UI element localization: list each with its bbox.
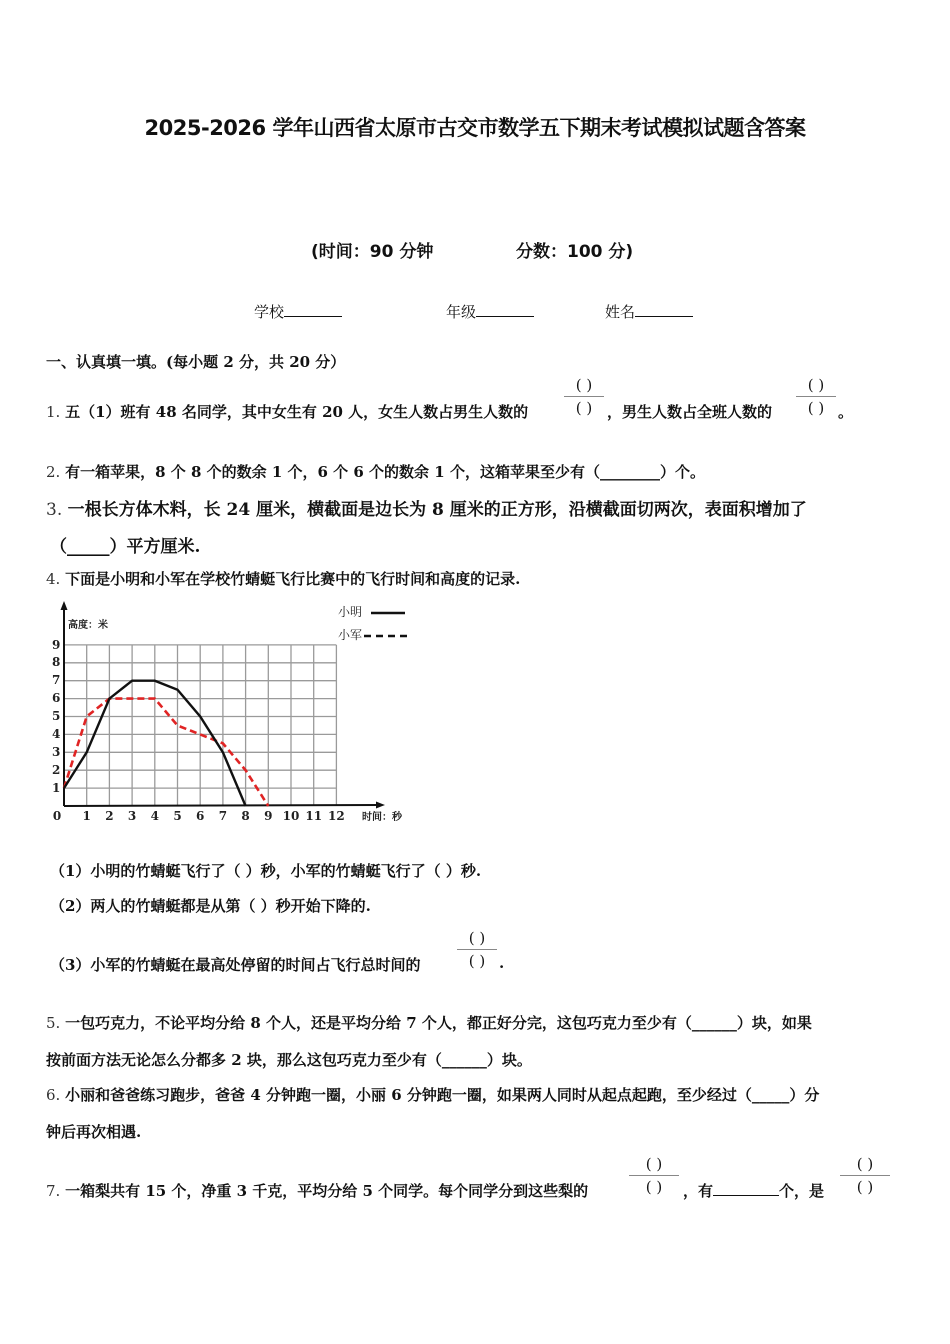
numerator[interactable]: ( )	[856, 1155, 874, 1173]
question-number: 3.	[46, 500, 63, 520]
svg-text:4: 4	[52, 727, 61, 741]
svg-text:5: 5	[173, 809, 182, 823]
question-text: 钟后再次相遇.	[46, 1123, 142, 1141]
x-axis	[64, 805, 380, 806]
score-label: 分数：100 分)	[516, 242, 634, 262]
question-text: 按前面方法无论怎么分都多 2 块，那么这包巧克力至少有（______）块。	[46, 1051, 532, 1069]
svg-text:6: 6	[196, 809, 205, 823]
fraction-blank[interactable]	[839, 1153, 891, 1198]
x-axis-label: 时间：秒	[362, 812, 402, 823]
document-title: 2025-2026 学年山西省太原市古交市数学五下期末考试模拟试题含答案	[144, 116, 806, 140]
question-1-cont	[607, 401, 772, 422]
svg-text:2: 2	[105, 809, 114, 823]
svg-text:6: 6	[52, 691, 61, 705]
fraction-blank[interactable]	[795, 374, 837, 419]
school-label: 学校	[254, 303, 285, 321]
question-text: .	[499, 954, 505, 972]
numerator[interactable]: ( )	[807, 376, 825, 394]
question-text: （2）两人的竹蜻蜓都是从第（ ）秒开始下降的.	[50, 897, 371, 915]
y-tick-labels	[52, 638, 60, 795]
fraction-blank[interactable]	[456, 927, 498, 972]
numerator[interactable]: ( )	[468, 929, 486, 947]
question-text: （1）小明的竹蜻蜓飞行了（ ）秒，小军的竹蜻蜓飞行了（ ）秒.	[50, 862, 482, 880]
fraction-blank[interactable]	[563, 374, 605, 419]
question-text: 下面是小明和小军在学校竹蜻蜓飞行比赛中的飞行时间和高度的记录.	[65, 570, 521, 588]
chart-legend	[338, 605, 407, 642]
question-3	[46, 495, 807, 520]
school-field[interactable]	[254, 301, 342, 322]
name-blank[interactable]	[635, 302, 693, 317]
legend-label-xiaojun: 小军	[338, 628, 363, 642]
question-text: 一根长方体木料，长 24 厘米，横截面是边长为 8 厘米的正方形，沿横截面切两次，表面积增加了	[67, 500, 807, 520]
grade-label: 年级	[446, 303, 477, 321]
question-1	[46, 401, 528, 422]
legend-label-xiaoming: 小明	[338, 605, 363, 619]
question-5	[46, 1012, 812, 1033]
question-text: 。	[838, 403, 854, 421]
question-text: （3）小军的竹蜻蜓在最高处停留的时间占飞行总时间的	[50, 956, 421, 974]
name-field[interactable]	[605, 301, 693, 322]
svg-text:12: 12	[328, 809, 345, 823]
question-4-sub3-end	[499, 954, 504, 972]
svg-text:9: 9	[264, 809, 273, 823]
svg-text:4: 4	[150, 809, 159, 823]
svg-text:1: 1	[82, 809, 91, 823]
question-4-sub1	[50, 860, 481, 881]
answer-blank[interactable]	[713, 1182, 779, 1196]
numerator[interactable]: ( )	[645, 1155, 663, 1173]
question-text: ，男生人数占全班人数的	[607, 403, 773, 421]
question-text: 一箱梨共有 15 个，净重 3 千克，平均分给 5 个同学。每个同学分到这些梨的	[65, 1182, 589, 1200]
question-7	[46, 1180, 588, 1201]
question-text: 小丽和爸爸练习跑步，爸爸 4 分钟跑一圈，小丽 6 分钟跑一圈，如果两人同时从起点起跑，至少经过（_____）分	[65, 1086, 820, 1104]
flight-chart	[40, 598, 420, 833]
chart-grid	[64, 645, 336, 806]
svg-text:7: 7	[218, 809, 228, 823]
svg-text:11: 11	[305, 809, 323, 823]
x-axis-arrow	[376, 802, 385, 809]
question-text: 一包巧克力，不论平均分给 8 个人，还是平均分给 7 个人，都正好分完，这包巧克力至少有（______）块，如果	[65, 1014, 812, 1032]
question-text: 个，是	[779, 1182, 825, 1200]
denominator[interactable]: ( )	[856, 1178, 874, 1196]
question-1-end	[838, 401, 853, 422]
svg-text:0: 0	[52, 809, 62, 823]
grade-field[interactable]	[446, 301, 534, 322]
denominator[interactable]: ( )	[807, 399, 825, 417]
name-label: 姓名	[605, 303, 636, 321]
denominator[interactable]: ( )	[575, 399, 593, 417]
svg-text:5: 5	[52, 709, 61, 723]
question-text: 五（1）班有 48 名同学，其中女生有 20 人，女生人数占男生人数的	[65, 403, 529, 421]
svg-text:1: 1	[52, 781, 61, 795]
grade-blank[interactable]	[476, 302, 534, 317]
svg-text:8: 8	[241, 809, 250, 823]
svg-text:8: 8	[52, 655, 61, 669]
numerator[interactable]: ( )	[575, 376, 593, 394]
time-label: (时间：90 分钟	[311, 242, 434, 262]
question-3-line2	[50, 532, 200, 557]
question-text: （_____）平方厘米.	[50, 537, 201, 557]
svg-text:9: 9	[52, 638, 61, 652]
denominator[interactable]: ( )	[468, 952, 486, 970]
svg-text:2: 2	[52, 763, 61, 777]
question-number: 1.	[46, 403, 61, 421]
y-axis-label: 高度：米	[68, 620, 108, 631]
question-number: 4.	[46, 570, 61, 588]
svg-text:3: 3	[127, 809, 137, 823]
question-2	[46, 461, 705, 482]
question-number: 7.	[46, 1182, 61, 1200]
svg-text:7: 7	[52, 673, 61, 687]
question-6-line2	[46, 1121, 141, 1142]
question-6	[46, 1084, 819, 1105]
question-number: 6.	[46, 1086, 61, 1104]
question-5-line2	[46, 1049, 532, 1070]
question-4	[46, 568, 520, 589]
question-4-sub2	[50, 895, 371, 916]
question-7-mid	[683, 1180, 824, 1201]
question-text: ，有	[683, 1182, 714, 1200]
x-tick-labels	[53, 809, 345, 823]
svg-text:3: 3	[52, 745, 61, 759]
question-number: 5.	[46, 1014, 61, 1032]
fraction-blank[interactable]	[628, 1153, 680, 1198]
school-blank[interactable]	[284, 302, 342, 317]
question-4-sub3	[50, 954, 420, 975]
section-heading: 一、认真填一填。(每小题 2 分，共 20 分）	[46, 353, 346, 371]
y-axis-arrow	[61, 601, 68, 610]
svg-text:10: 10	[282, 809, 300, 823]
question-text: 有一箱苹果，8 个 8 个的数余 1 个，6 个 6 个的数余 1 个，这箱苹果至少有（________）个。	[65, 463, 705, 481]
question-number: 2.	[46, 463, 61, 481]
denominator[interactable]: ( )	[645, 1178, 663, 1196]
